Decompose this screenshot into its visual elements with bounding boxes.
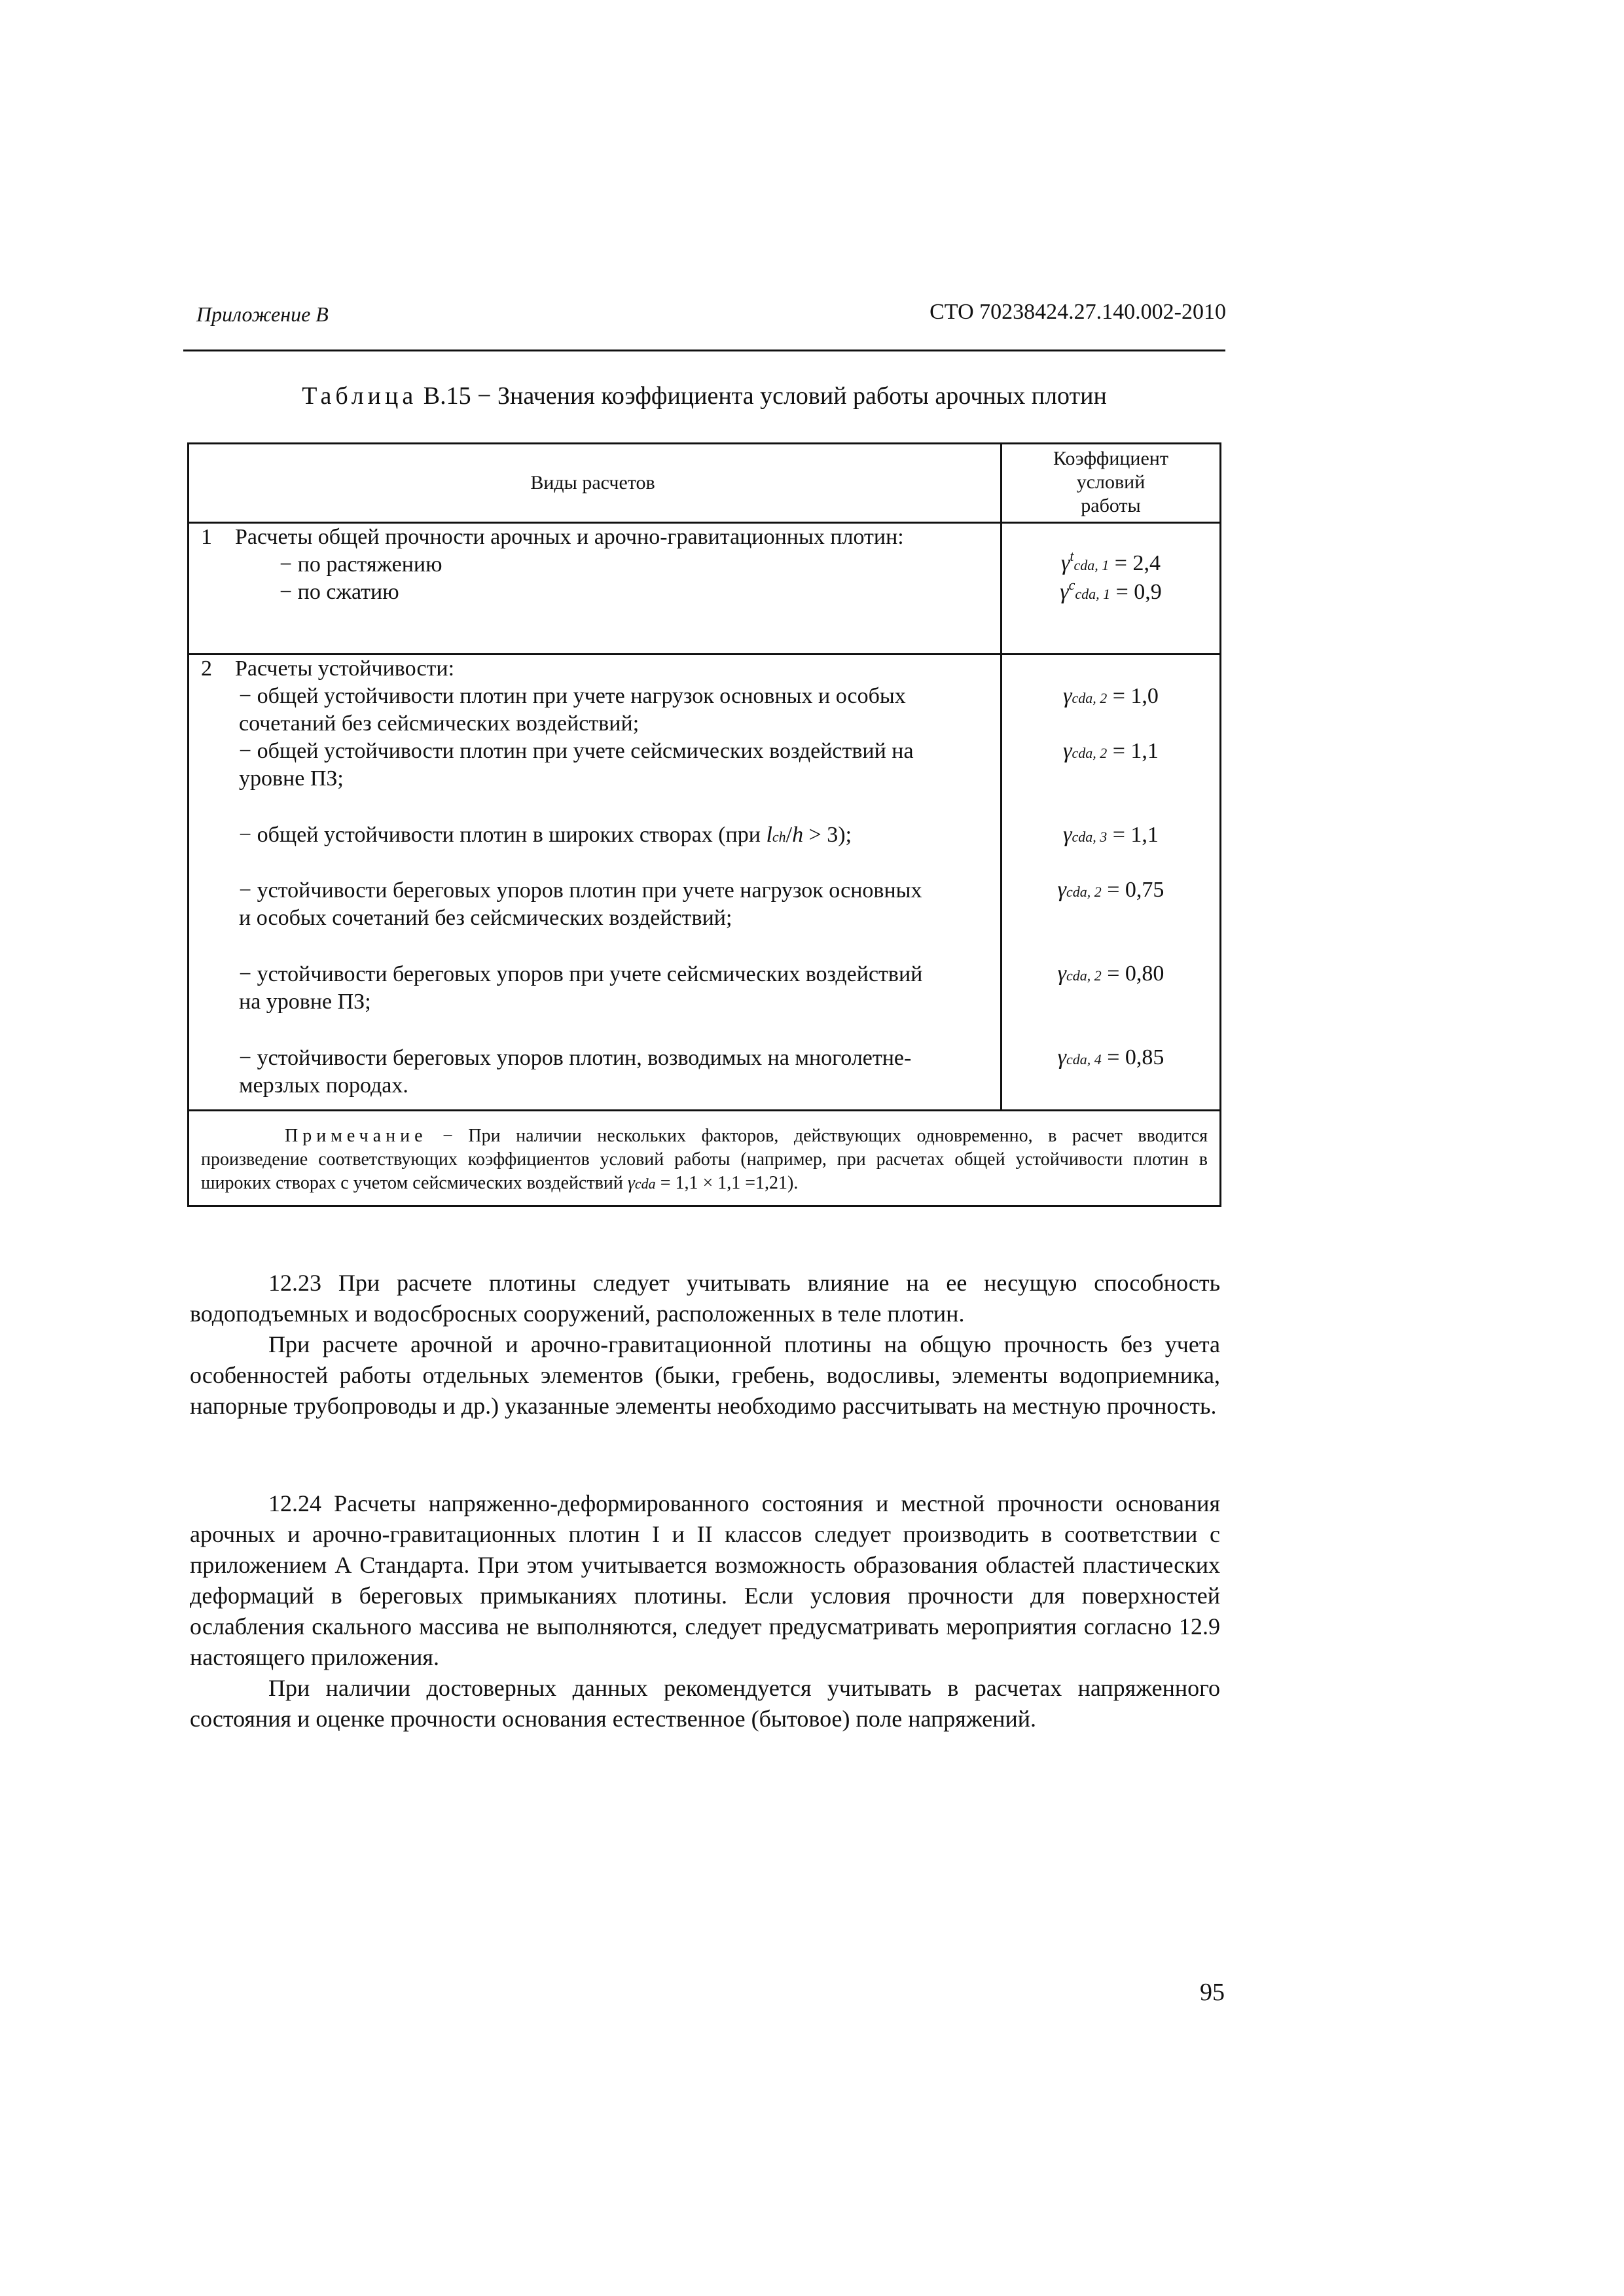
stability-item-5 — [201, 961, 984, 1016]
note-tail: = 1,1 × 1,1 =1,21). — [655, 1173, 799, 1193]
coef-value: = 2,4 — [1109, 551, 1161, 575]
table-note — [189, 1111, 1219, 1205]
coef-value: = 1,1 — [1107, 739, 1159, 763]
ratio-l: l — [766, 823, 772, 847]
paragraph-12-24-cont: При наличии достоверных данных рекомендуется учитывать в расчетах напряженного состояния и оценке прочности основания естественное (бытовое) поле напряжений. — [190, 1675, 1220, 1732]
section-2-title-text: Расчеты устойчивости: — [235, 656, 455, 681]
stability-item-4 — [201, 877, 984, 932]
table-header-row — [189, 444, 1219, 522]
coef-symbol: γ — [1063, 739, 1072, 763]
note-label: Примечание — [285, 1126, 427, 1146]
coef-value: = 1,1 — [1107, 823, 1159, 847]
header-appendix-label: Приложение В — [196, 302, 329, 326]
section-1-title — [201, 524, 984, 551]
coef-stability-3 — [1002, 823, 1219, 848]
coef-subscript: cda, 1 — [1074, 557, 1110, 573]
ratio-l-subscript: ch — [772, 829, 786, 845]
stability-item-3-text: − общей устойчивости плотин в широких створах (при — [239, 823, 767, 847]
coef-symbol: γ — [1063, 684, 1072, 708]
paragraph-12-23: 12.23 При расчете плотины следует учитывать влияние на ее несущую способность водоподъемных и водосбросных сооружений, расположенных в теле плотин. — [190, 1270, 1220, 1327]
clause-12-24 — [190, 1488, 1220, 1734]
header-rule — [183, 350, 1225, 351]
stability-item-2-line-2: уровне ПЗ; — [239, 766, 344, 791]
stability-item-2-line-1: − общей устойчивости плотин при учете сейсмических воздействий на — [239, 739, 914, 763]
table-caption-text: В.15 − Значения коэффициента условий работы арочных плотин — [423, 382, 1107, 410]
page-number: 95 — [1200, 1979, 1225, 2006]
section-1-title-text: Расчеты общей прочности арочных и арочно-гравитационных плотин: — [235, 525, 904, 549]
coef-value: = 0,75 — [1101, 878, 1164, 902]
stability-item-3 — [201, 821, 984, 851]
clause-12-23 — [190, 1268, 1220, 1422]
stability-item-3-tail: > 3); — [803, 823, 852, 847]
coef-symbol: γ — [1060, 580, 1069, 604]
paragraph-12-23-cont: При расчете арочной и арочно-гравитационной плотины на общую прочность без учета особенностей работы отдельных элементов (быки, гребень, водосливы, элементы водоприемника, напорные трубопроводы и др.) указанные элементы необходимо рассчитывать на местную прочность. — [190, 1331, 1220, 1419]
coef-subscript: cda, 1 — [1075, 586, 1111, 602]
table-row-section-1 — [189, 522, 1219, 653]
coef-value: = 0,9 — [1110, 580, 1162, 604]
coef-symbol: γ — [1061, 551, 1070, 575]
section-1-number: 1 — [201, 525, 212, 549]
coef-subscript: cda, 4 — [1066, 1051, 1102, 1067]
paragraph-12-24: 12.24 Расчеты напряженно-деформированного состояния и местной прочности основания арочных и арочно-гравитационных плотин I и II классов следует производить в соответствии с приложением А Стандарта. При этом учитывается возможность образования областей пластических деформаций в береговых примыканиях плотины. Если условия прочности для поверхностей ослабления скального массива не выполняются, следует предусматривать мероприятия согласно 12.9 настоящего приложения. — [190, 1490, 1220, 1670]
section-2-text — [189, 655, 1002, 1109]
coef-subscript: cda, 2 — [1072, 690, 1108, 706]
coef-value: = 0,85 — [1101, 1045, 1164, 1069]
col-header-line-1: Коэффициент — [1053, 448, 1168, 469]
coef-symbol: γ — [1057, 961, 1066, 986]
stability-item-4-line-2: и особых сочетаний без сейсмических воздействий; — [239, 906, 732, 930]
coef-tension — [1002, 548, 1219, 576]
coef-subscript: cda, 3 — [1072, 829, 1108, 845]
section-1-text — [189, 524, 1002, 653]
stability-item-5-line-2: на уровне ПЗ; — [239, 990, 371, 1014]
coef-value: = 0,80 — [1101, 961, 1164, 986]
stability-item-5-line-1: − устойчивости береговых упоров при учете сейсмических воздействий — [239, 962, 923, 986]
col-header-coefficient — [1002, 444, 1219, 522]
stability-item-6-line-2: мерзлых породах. — [239, 1073, 408, 1098]
coef-symbol: γ — [1057, 1045, 1066, 1069]
note-subscript: cda — [634, 1175, 656, 1192]
section-2-coefficients — [1002, 655, 1219, 1109]
table-caption-label: Таблица — [302, 382, 418, 410]
coef-stability-4 — [1002, 878, 1219, 903]
stability-item-2 — [201, 738, 984, 793]
section-1-coefficients — [1002, 524, 1219, 653]
stability-item-6-line-1: − устойчивости береговых упоров плотин, возводимых на многолетне- — [239, 1046, 912, 1070]
header-document-code: СТО 70238424.27.140.002-2010 — [929, 300, 1226, 324]
stability-item-6 — [201, 1045, 984, 1100]
coef-symbol: γ — [1063, 823, 1072, 847]
coef-subscript: cda, 2 — [1066, 884, 1102, 900]
col-header-line-2: условий — [1076, 471, 1146, 493]
coef-subscript: cda, 2 — [1066, 967, 1102, 984]
table-row-section-2 — [189, 653, 1219, 1109]
section-2-title — [201, 655, 984, 683]
coef-subscript: cda, 2 — [1072, 745, 1108, 761]
col-header-line-3: работы — [1081, 495, 1141, 516]
coefficient-table — [187, 442, 1221, 1207]
coef-superscript: c — [1068, 577, 1075, 593]
ratio-h: h — [792, 823, 804, 847]
note-text: − При наличии нескольких факторов, действующих одновременно, в расчет вводится произведение соответствующих коэффициентов условий работы (например, при расчетах общей устойчивости плотин в широких створах с учетом сейсмических воздействий — [201, 1126, 1208, 1193]
note-symbol: γ — [627, 1173, 635, 1193]
stability-item-4-line-1: − устойчивости береговых упоров плотин при учете нагрузок основных — [239, 878, 922, 903]
coef-value: = 1,0 — [1107, 684, 1159, 708]
section-2-number: 2 — [201, 656, 212, 681]
ratio-slash: / — [785, 823, 793, 847]
coef-compression — [1002, 577, 1219, 605]
coef-stability-2 — [1002, 739, 1219, 764]
coef-superscript: t — [1070, 548, 1074, 564]
table-note-row — [189, 1109, 1219, 1205]
stability-item-1 — [201, 683, 984, 738]
stability-item-1-line-2: сочетаний без сейсмических воздействий; — [239, 711, 640, 736]
coef-stability-5 — [1002, 961, 1219, 986]
col-header-calculation-types: Виды расчетов — [189, 444, 1002, 522]
section-1-item-compression: − по сжатию — [280, 580, 399, 604]
coef-stability-6 — [1002, 1045, 1219, 1070]
coef-symbol: γ — [1057, 878, 1066, 902]
table-caption — [183, 382, 1225, 410]
coef-stability-1 — [1002, 684, 1219, 709]
stability-item-1-line-1: − общей устойчивости плотин при учете нагрузок основных и особых — [239, 684, 906, 708]
section-1-item-tension: − по растяжению — [280, 552, 442, 577]
